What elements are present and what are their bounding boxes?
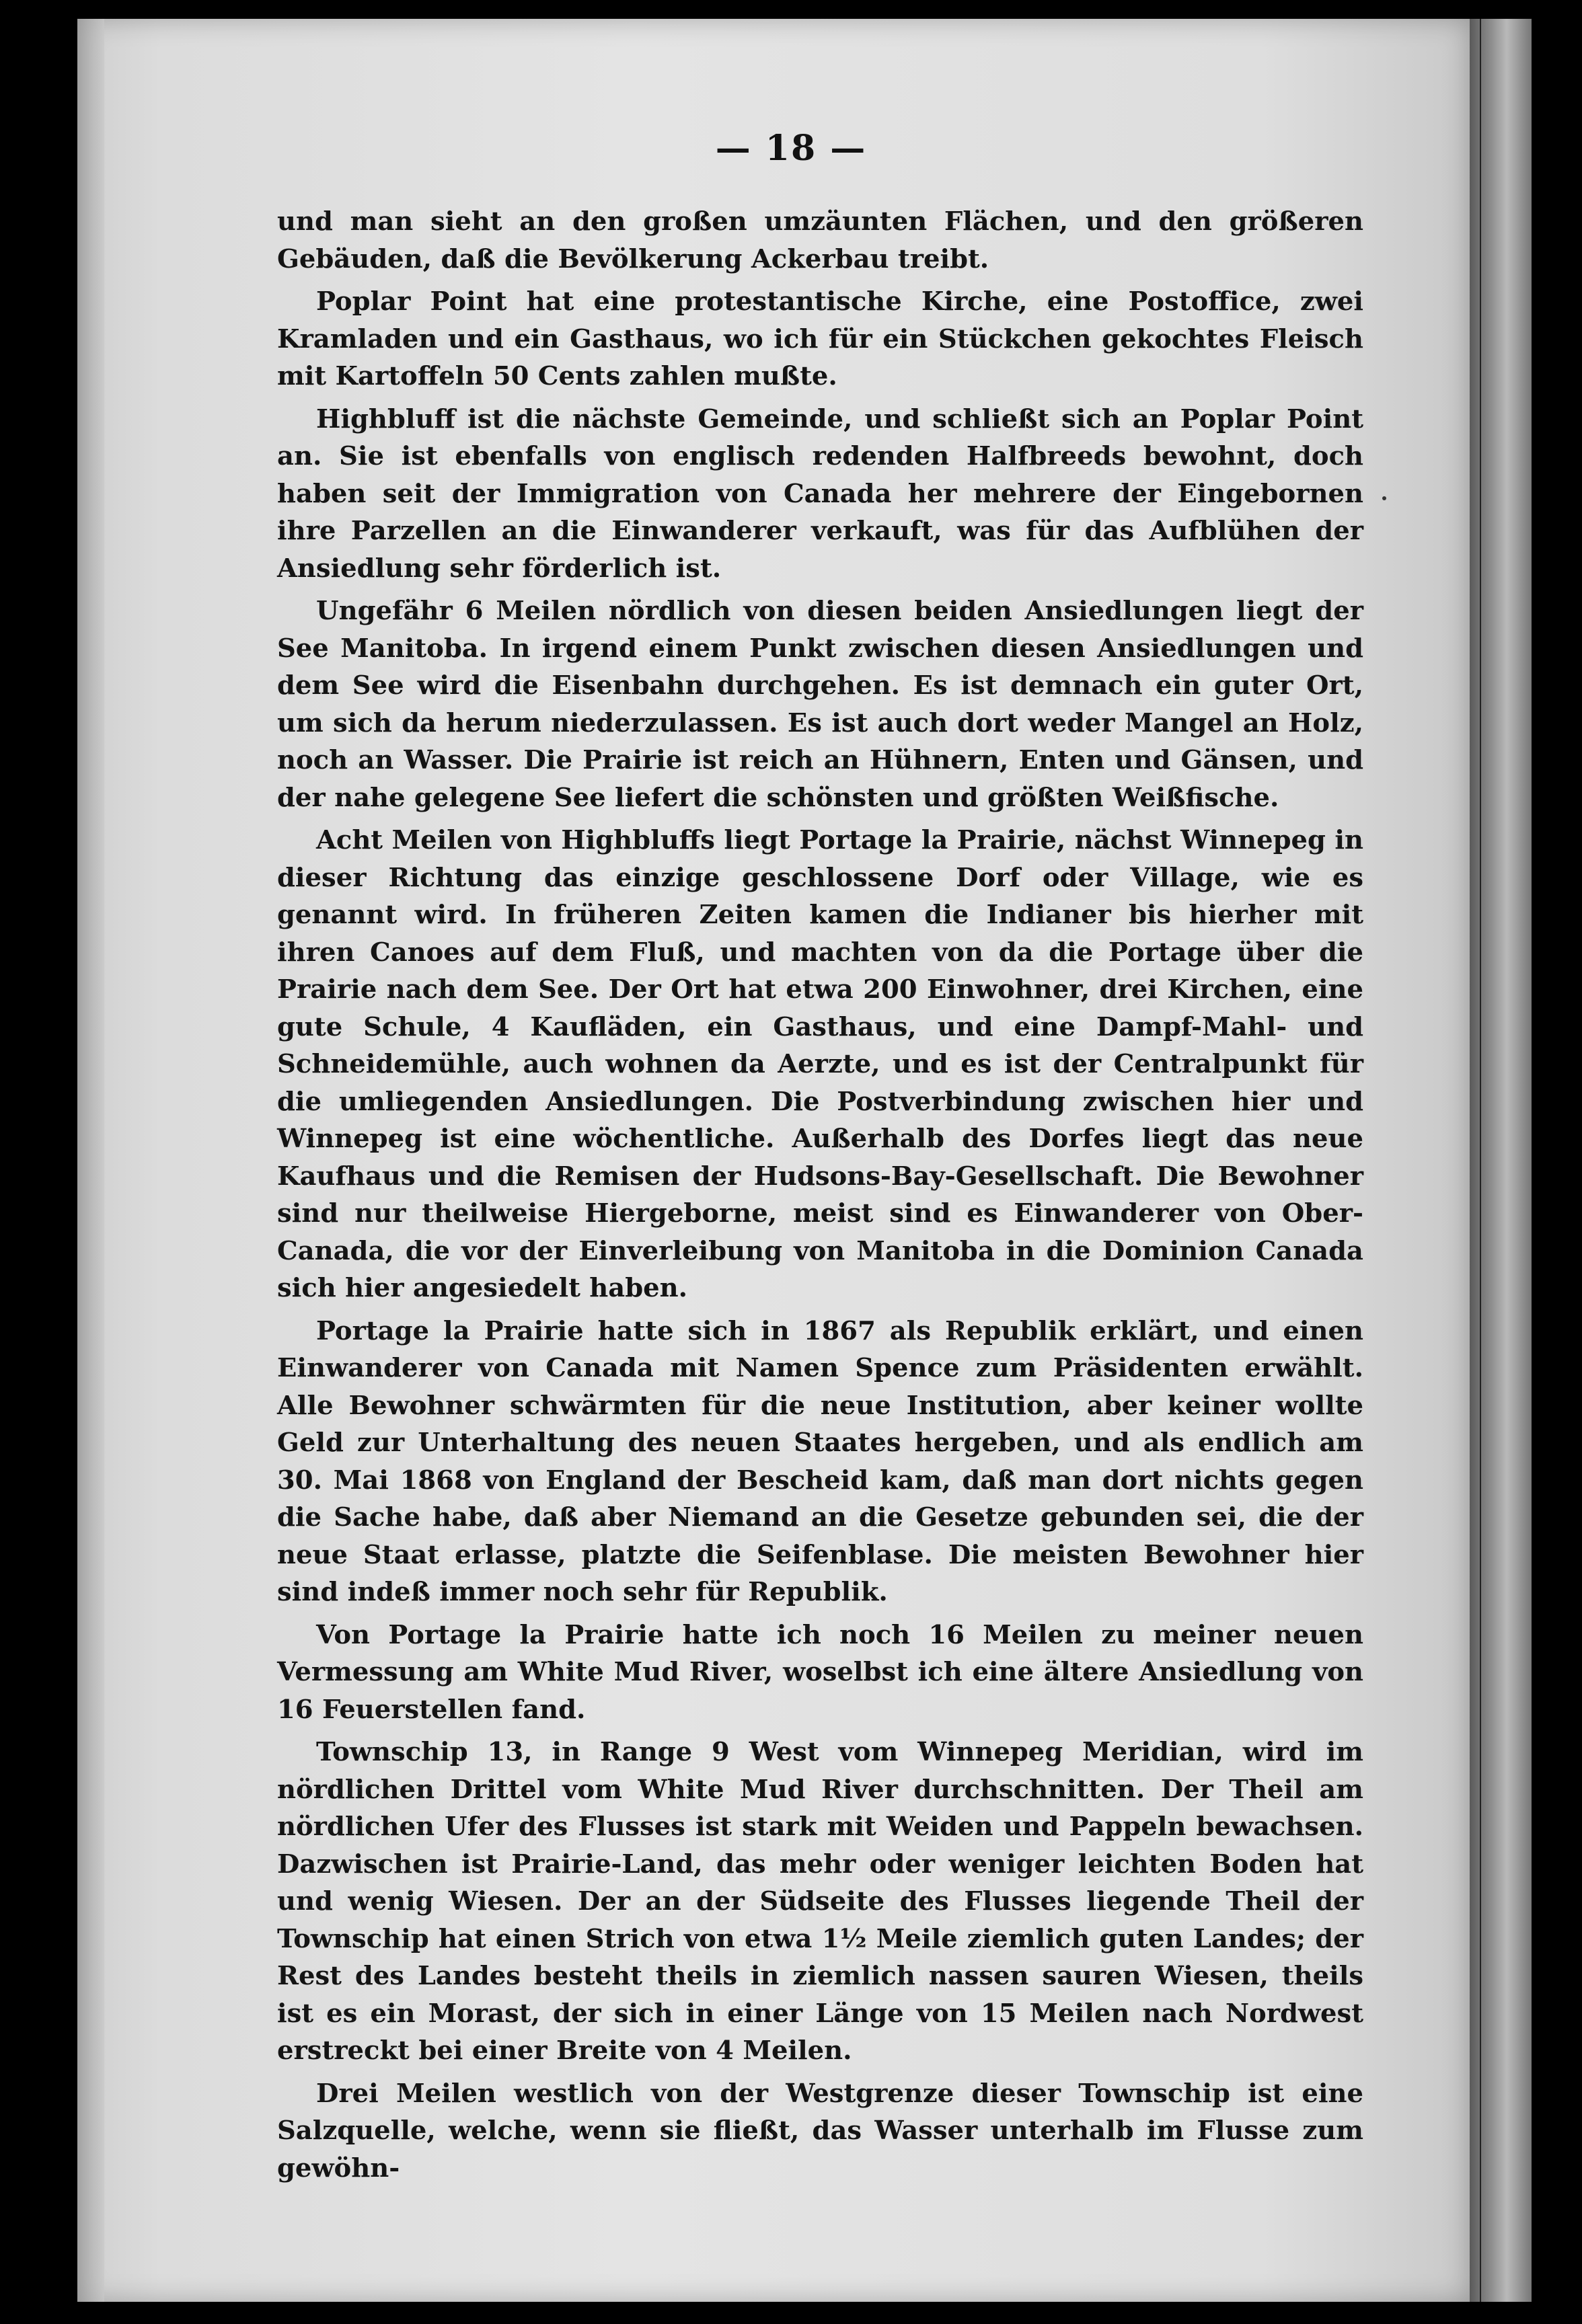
paragraph-6: Portage la Prairie hatte sich in 1867 als Republik erklärt, und einen Einwanderer von Canada mit Namen Spence zum Präsidenten erwählt. Alle Bewohner schwärmten für die neue Institution, aber keiner wollte Geld zur Unterhaltung des neuen Staates hergeben, und als endlich am 30. Mai 1868 von England der Bescheid kam, daß man dort nichts gegen die Sache habe, daß aber Niemand an die Gesetze gebunden sei, die der neue Staat erlasse, platzte die Seifenblase. Die meisten Bewohner hier sind indeß immer noch sehr für Republik. [277,1315,1363,1607]
paragraph-3: Highbluff ist die nächste Gemeinde, und schließt sich an Poplar Point an. Sie ist ebenfalls von englisch redenden Halfbreeds bewohnt, doch haben seit der Immigration von Canada her mehrere der Eingebornen ihre Parzellen an die Einwanderer verkauft, was für das Aufblühen der Ansiedlung sehr förderlich ist. [277,403,1363,584]
paragraph-8: Townschip 13, in Range 9 West vom Winnepeg Meridian, wird im nördlichen Drittel vom White Mud River durchschnitten. Der Theil am nördlichen Ufer des Flusses ist stark mit Weiden und Pappeln bewachsen. Dazwischen ist Prairie-Land, das mehr oder weniger leichten Boden hat und wenig Wiesen. Der an der Südseite des Flusses liegende Theil der Townschip hat einen Strich von etwa 1½ Meile ziemlich guten Landes; der Rest des Landes besteht theils in ziemlich nassen sauren Wiesen, theils ist es ein Morast, der sich in einer Länge von 15 Meilen nach Nordwest erstreckt bei einer Breite von 4 Meilen. [277,1737,1363,2066]
spine-gutter-line [1480,19,1481,2302]
paragraph-4: Ungefähr 6 Meilen nördlich von diesen beiden Ansiedlungen liegt der See Manitoba. In irgend einem Punkt zwischen diesen Ansiedlungen und dem See wird die Eisenbahn durchgehen. Es ist demnach ein guter Ort, um sich da herum niederzulassen. Es ist auch dort weder Mangel an Holz, noch an Wasser. Die Prairie ist reich an Hühnern, Enten und Gänsen, und der nahe gelegene See liefert die schönsten und größten Weißfische. [277,596,1363,813]
page-number: — 18 — [715,128,867,169]
print-speck [1382,496,1386,500]
paragraph-5: Acht Meilen von Highbluffs liegt Portage la Prairie, nächst Winnepeg in dieser Richtung das einzige geschlossene Dorf oder Village, wie es genannt wird. In früheren Zeiten kamen die Indianer bis hierher mit ihren Canoes auf dem Fluß, und machten von da die Portage über die Prairie nach dem See. Der Ort hat etwa 200 Einwohner, drei Kirchen, eine gute Schule, 4 Kaufläden, ein Gasthaus, und eine Dampf-Mahl- und Schneidemühle, auch wohnen da Aerzte, und es ist der Centralpunkt für die umliegenden Ansiedlungen. Die Postverbindung zwischen hier und Winnepeg ist eine wöchentliche. Außerhalb des Dorfes liegt das neue Kaufhaus und die Remisen der Hudsons-Bay-Gesellschaft. Die Bewohner sind nur theilweise Hiergeborne, meist sind es Einwanderer von Ober-Canada, die vor der Einverleibung von Manitoba in die Dominion Canada sich hier angesiedelt haben. [277,825,1363,1303]
paragraph-1: und man sieht an den großen umzäunten Flächen, und den größeren Gebäuden, daß die Bevölkerung Ackerbau treibt. [277,206,1363,274]
page-edge-shadow [77,19,104,2302]
book-spine [1470,19,1532,2302]
paragraph-2: Poplar Point hat eine protestantische Kirche, eine Postoffice, zwei Kramladen und ein Gasthaus, wo ich für ein Stückchen gekochtes Fleisch mit Kartoffeln 50 Cents zahlen mußte. [277,286,1363,391]
paragraph-7: Von Portage la Prairie hatte ich noch 16 Meilen zu meiner neuen Vermessung am White Mud River, woselbst ich eine ältere Ansiedlung von 16 Feuerstellen fand. [277,1619,1363,1725]
paragraph-9: Drei Meilen westlich von der Westgrenze dieser Townschip ist eine Salzquelle, welche, wenn sie fließt, das Wasser unterhalb im Flusse zum gewöhn- [277,2078,1363,2183]
page-body-text [277,203,1363,2192]
